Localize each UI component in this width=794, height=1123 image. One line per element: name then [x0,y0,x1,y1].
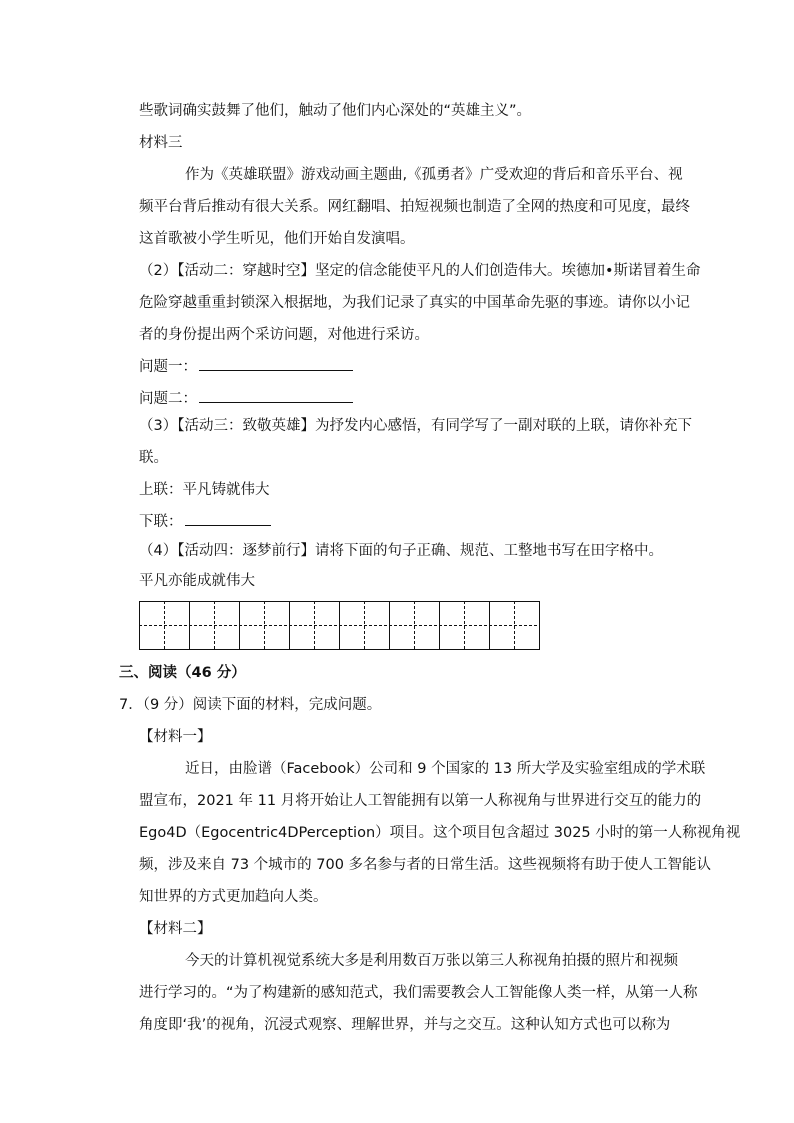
question-2: （2）【活动二：穿越时空】坚定的信念能使平凡的人们创造伟大。埃德加•斯诺冒着生命 [139,263,701,279]
material-2-heading: 【材料二】 [139,921,212,937]
answer-line-question-1 [139,355,353,377]
answer-line-question-2 [139,387,353,409]
text-line: 危险穿越重重封锁深入根据地，为我们记录了真实的中国革命先驱的事迹。请你以小记 [139,295,690,311]
text-line: 作为《英雄联盟》游戏动画主题曲,《孤勇者》广受欢迎的背后和音乐平台、视 [185,167,683,183]
answer-blank[interactable] [185,510,271,526]
text-line: 知世界的方式更加趋向人类。 [139,889,328,905]
material-3-heading: 材料三 [139,135,183,151]
question-3: （3）【活动三：致敬英雄】为抒发内心感悟，有同学写了一副对联的上联，请你补充下 [139,418,692,434]
answer-label: 问题一： [139,359,197,375]
text-line: 角度即‘我’的视角，沉浸式观察、理解世界，并与之交互。这种认知方式也可以称为 [139,1017,671,1033]
couplet-second-line [139,510,271,532]
answer-blank[interactable] [199,387,353,403]
text-line: 些歌词确实鼓舞了他们，触动了他们内心深处的“英雄主义”。 [139,103,532,119]
tianzige-grid[interactable] [139,601,541,655]
text-line: 频平台背后推动有很大关系。网红翻唱、拍短视频也制造了全网的热度和可见度，最终 [139,199,690,215]
material-1-heading: 【材料一】 [139,729,212,745]
text-line: 今天的计算机视觉系统大多是利用数百万张以第三人称视角拍摄的照片和视频 [185,953,678,969]
text-line: 联。 [139,450,168,466]
answer-blank[interactable] [199,355,353,371]
question-7: 7．（9 分）阅读下面的材料，完成问题。 [119,697,382,713]
text-line: Ego4D（Egocentric4DPerception）项目。这个项目包含超过 3025 小时的第一人称视角视 [139,825,741,841]
couplet-first-line: 上联：平凡铸就伟大 [139,482,270,498]
text-line: 频，涉及来自 73 个城市的 700 多名参与者的日常生活。这些视频将有助于使人工智能认 [139,857,712,873]
text-line: 盟宣布，2021 年 11 月将开始让人工智能拥有以第一人称视角与世界进行交互的能力的 [139,793,702,809]
copy-sentence: 平凡亦能成就伟大 [139,573,255,589]
tianzige-grid-drawing [139,601,541,651]
text-line: 进行学习的。“为了构建新的感知范式，我们需要教会人工智能像人类一样，从第一人称 [139,985,698,1001]
section-heading-reading: 三、阅读（46 分） [119,665,246,681]
answer-label: 下联： [139,514,183,530]
text-line: 近日，由脸谱（Facebook）公司和 9 个国家的 13 所大学及实验室组成的学术联 [185,761,706,777]
answer-label: 问题二： [139,391,197,407]
text-line: 这首歌被小学生听见，他们开始自发演唱。 [139,231,415,247]
text-line: 者的身份提出两个采访问题，对他进行采访。 [139,327,429,343]
question-4: （4）【活动四：逐梦前行】请将下面的句子正确、规范、工整地书写在田字格中。 [139,543,663,559]
